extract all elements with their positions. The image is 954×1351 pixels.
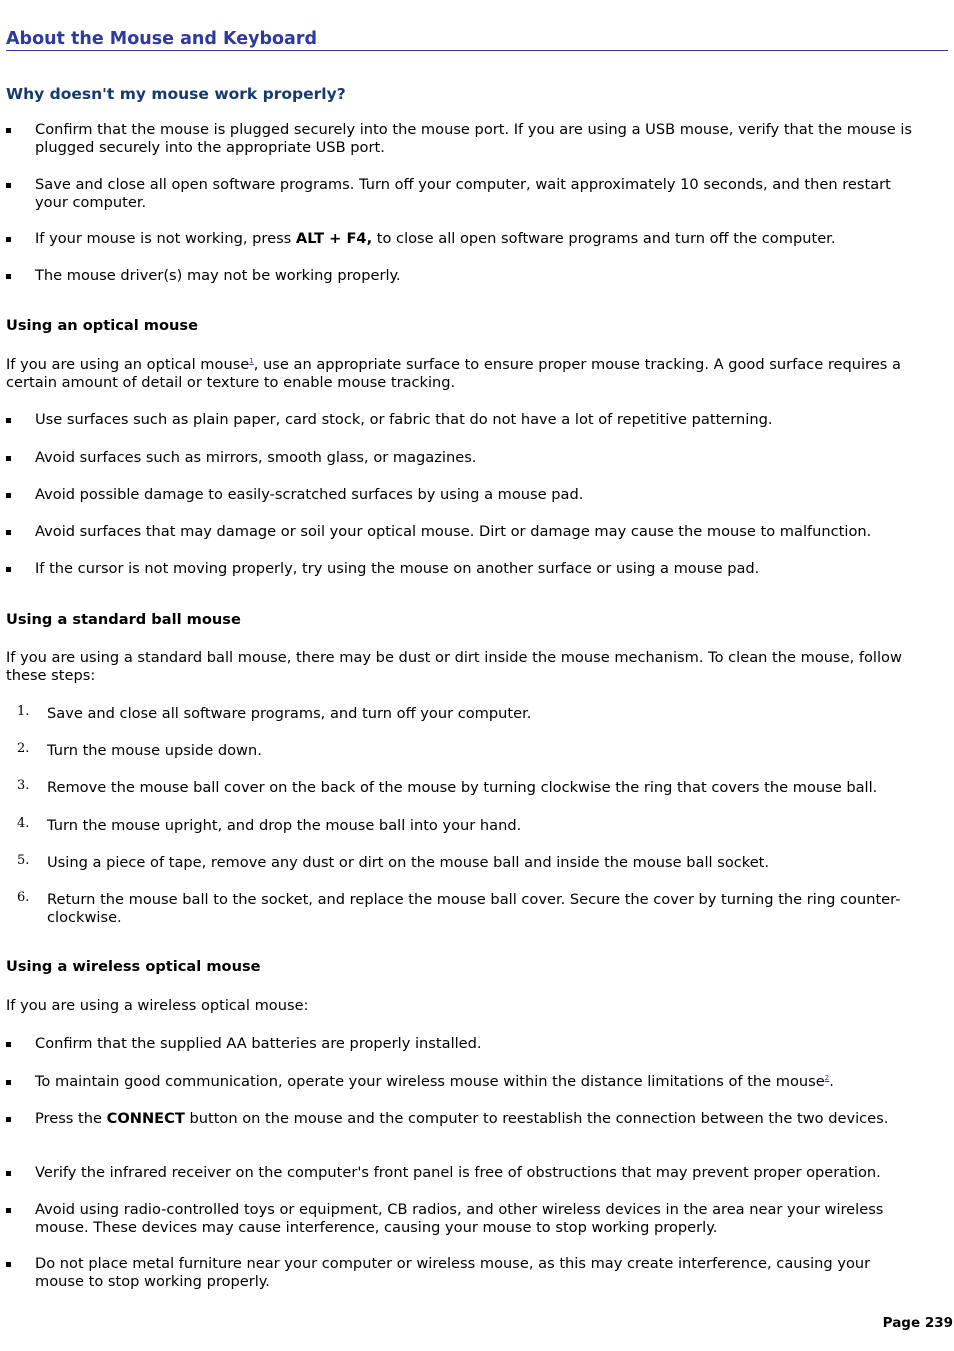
bullet-icon [6,183,11,188]
connect-button-label: CONNECT [106,1110,185,1127]
footnote-link-1[interactable]: 1 [249,357,254,366]
wireless-intro-paragraph: If you are using a wireless optical mouse: [6,997,309,1014]
bullet-icon [6,1262,11,1267]
bullet-icon [6,493,11,498]
bullet-icon [6,567,11,572]
page-title: About the Mouse and Keyboard [6,29,948,51]
bullet-icon [6,456,11,461]
bullet-icon [6,1117,11,1122]
subheading-optical-mouse: Using an optical mouse [6,317,199,334]
page-number: Page 239 [882,1315,953,1331]
bullet-icon [6,1080,11,1085]
bullet-icon [6,1042,11,1047]
bullet-icon [6,237,11,242]
bullet-icon [6,128,11,133]
ball-intro-paragraph: If you are using a standard ball mouse, there may be dust or dirt inside the mouse mechanism. To clean the mouse, follow these steps: [6,649,902,684]
bullet-icon [6,274,11,279]
optical-intro-paragraph: If you are using an optical mouse$^1$, use an appropriate surface to ensure proper mouse tracking. A good surface requires a certain amount of detail or texture to enable mouse tracking. [6,356,901,391]
footnote-link-2[interactable]: 2 [824,1074,830,1083]
bullet-icon [6,530,11,535]
subheading-wireless-mouse: Using a wireless optical mouse [6,958,261,975]
bullet-icon [6,1171,11,1176]
section-heading-mouse-problems: Why doesn't my mouse work properly? [6,85,346,103]
bullet-icon [6,1208,11,1213]
bullet-icon [6,418,11,423]
subheading-ball-mouse: Using a standard ball mouse [6,611,241,628]
keyboard-shortcut: ALT + F4, [295,230,373,247]
